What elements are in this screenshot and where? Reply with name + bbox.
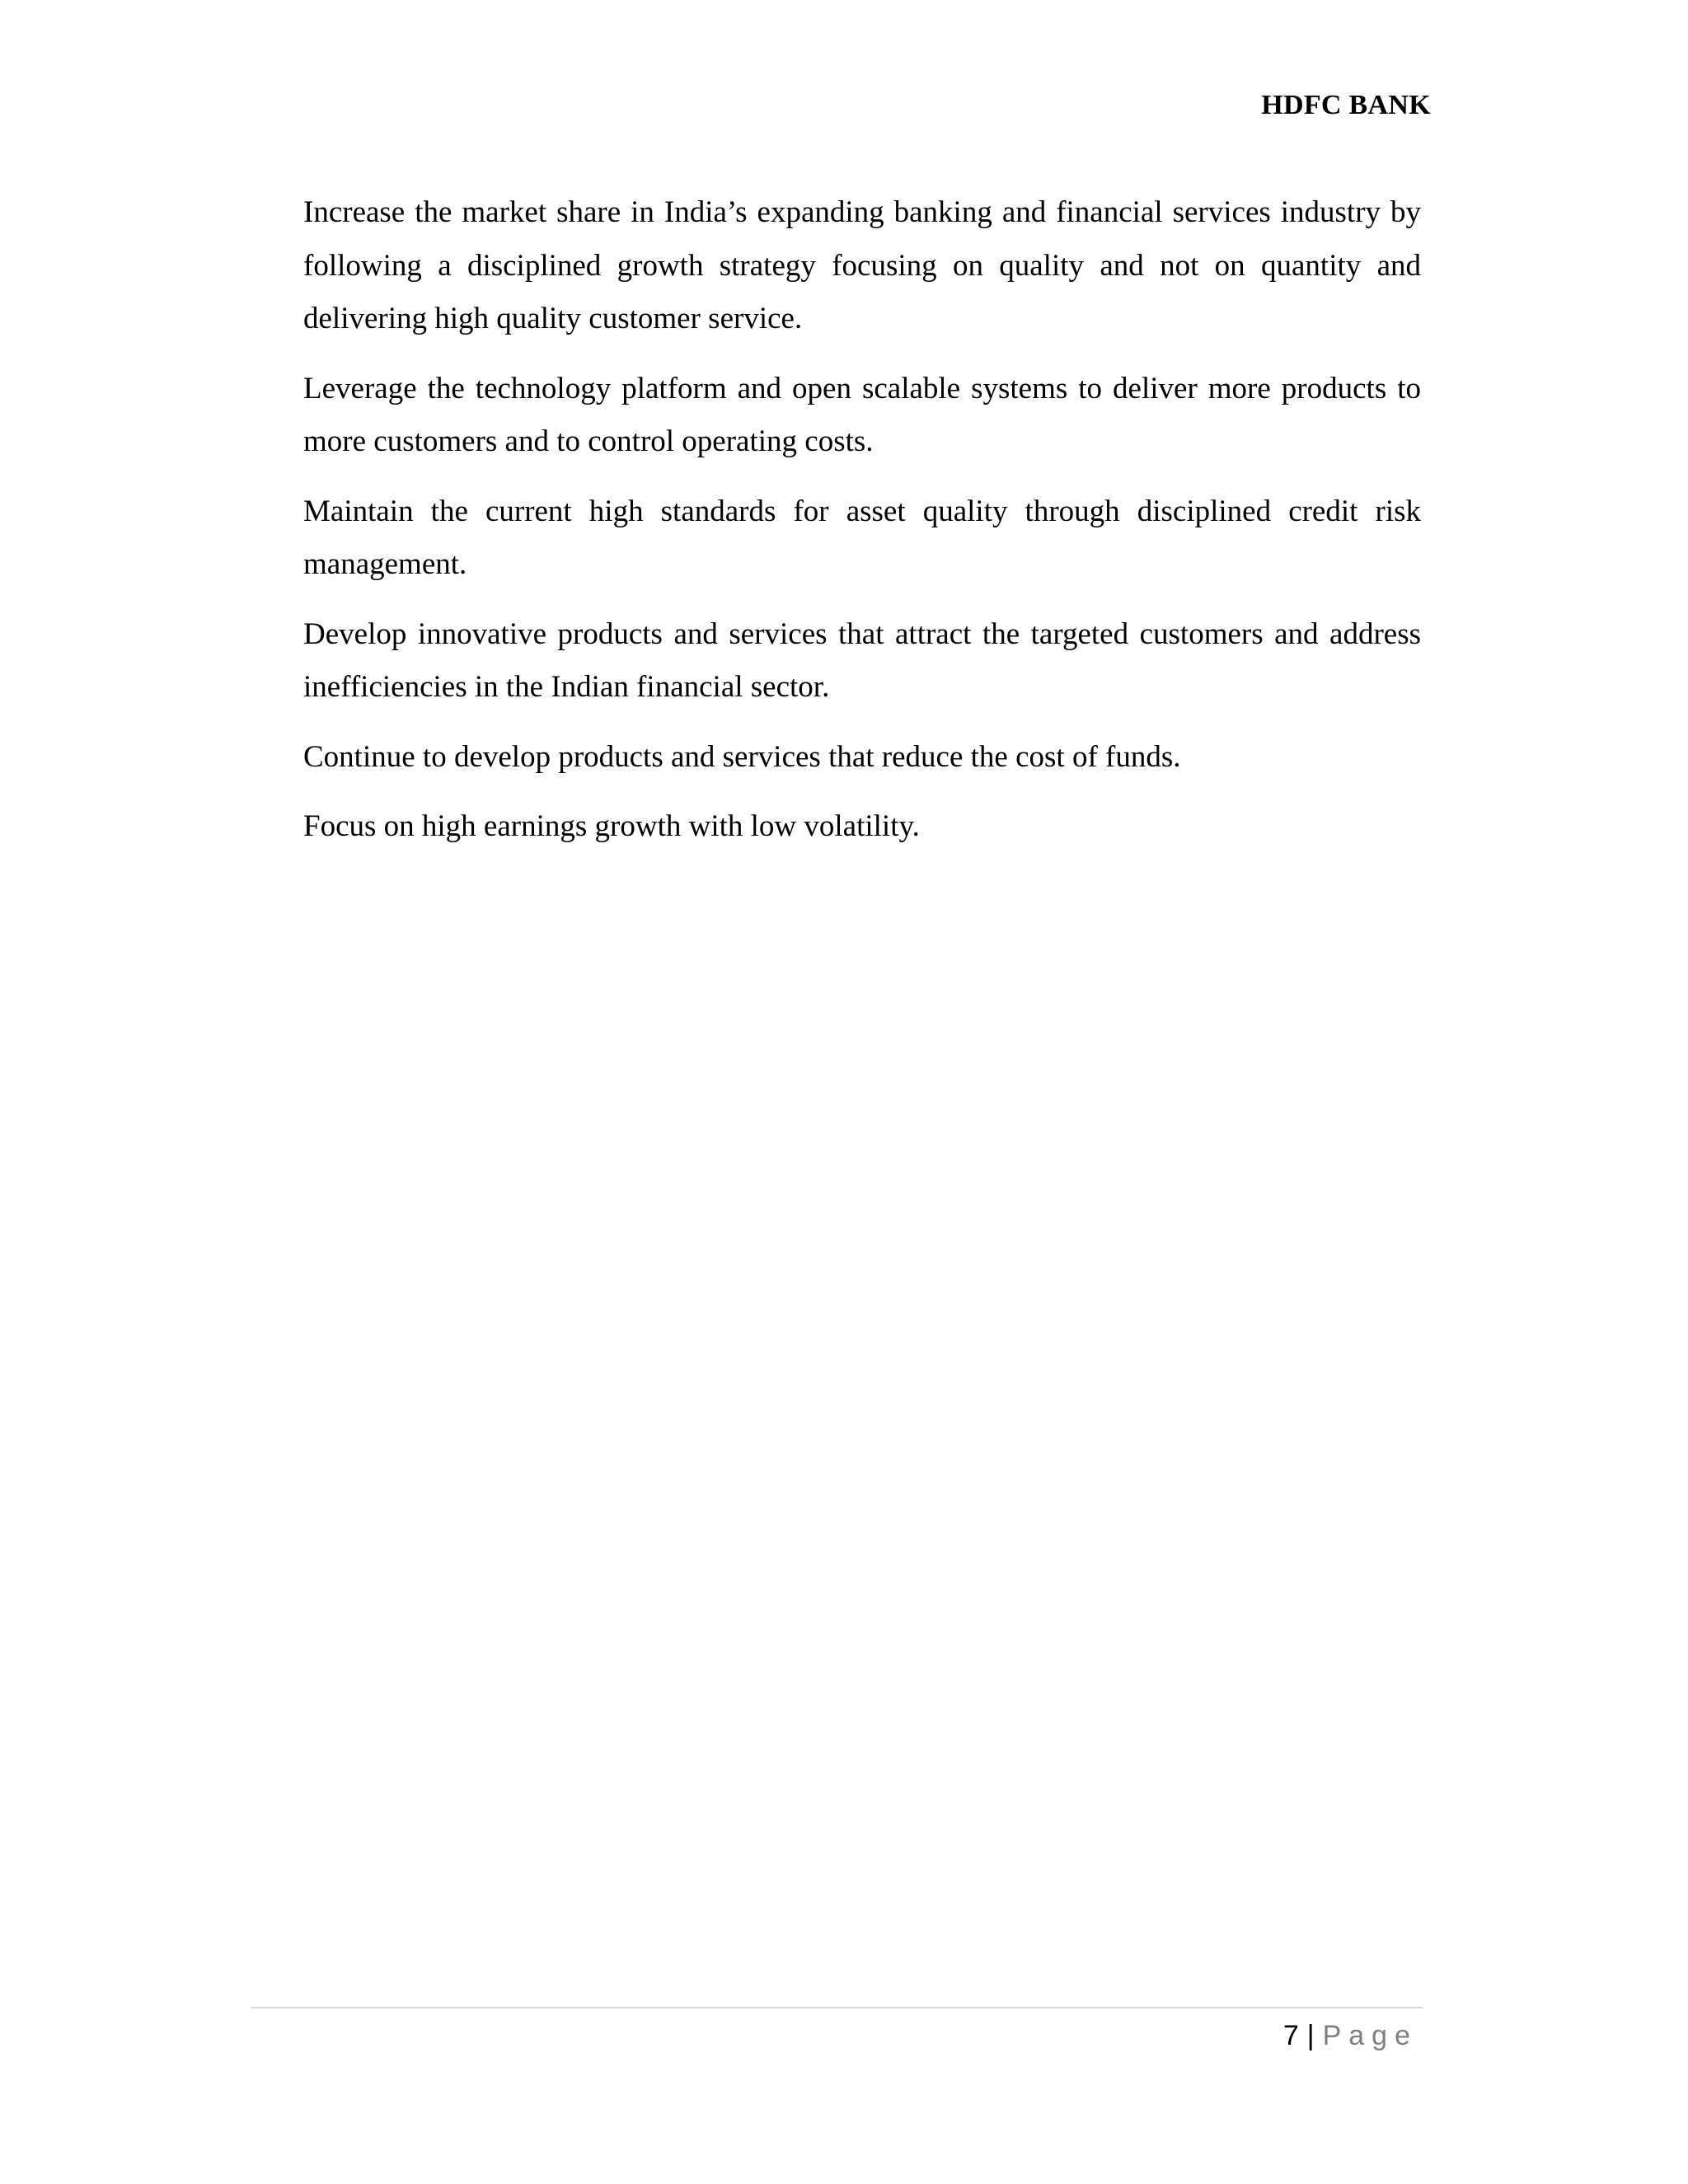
paragraph-market-share: Increase the market share in India’s expanding banking and financial services industry by following a disciplined growth strategy focusing on quality and not on quantity and delivering high quality customer service. bbox=[303, 195, 1421, 335]
paragraph-technology-platform: Leverage the technology platform and open scalable systems to deliver more products to more customers and to control operating costs. bbox=[303, 371, 1421, 458]
page-number-separator: | bbox=[1306, 2020, 1315, 2051]
body-text bbox=[303, 186, 1421, 870]
footer-divider bbox=[251, 2007, 1423, 2008]
page-footer bbox=[1283, 2015, 1418, 2056]
page-label: Page bbox=[1322, 2020, 1418, 2051]
paragraph-innovative-products: Develop innovative products and services that attract the targeted customers and address inefficiencies in the Indian financial sector. bbox=[303, 616, 1421, 704]
paragraph-cost-of-funds: Continue to develop products and services that reduce the cost of funds. bbox=[303, 739, 1181, 774]
running-header: HDFC BANK bbox=[1261, 90, 1431, 120]
paragraph-earnings-growth: Focus on high earnings growth with low volatility. bbox=[303, 809, 920, 843]
page-number: 7 bbox=[1282, 2020, 1299, 2051]
paragraph-asset-quality: Maintain the current high standards for asset quality through disciplined credit risk management. bbox=[303, 494, 1421, 581]
